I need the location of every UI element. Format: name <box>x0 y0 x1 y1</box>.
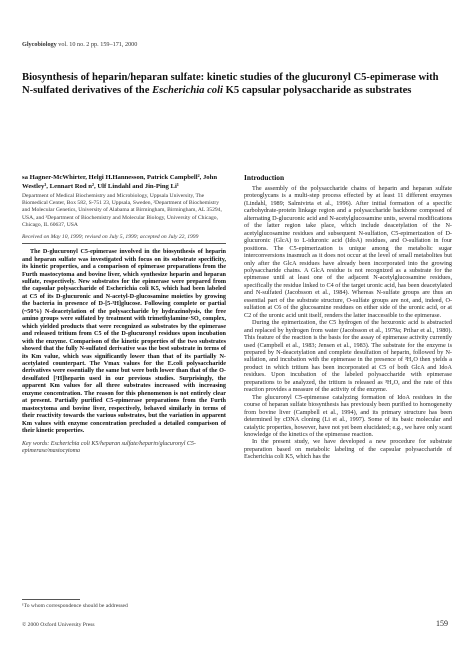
intro-paragraph-4: In the present study, we have developed a new procedure for substrate preparation based on metabolic labeling of the capsular polysaccharide of Escherichia coli K5, which has the <box>244 438 452 461</box>
copyright-notice: © 2000 Oxford University Press <box>22 622 95 628</box>
title-species: Escherichia coli <box>152 85 223 97</box>
introduction-heading: Introduction <box>244 173 285 182</box>
paper-title <box>22 71 452 98</box>
journal-name: Glycobiology <box>22 41 57 48</box>
journal-header <box>22 41 137 48</box>
affiliations: Department of Medical Biochemistry and Microbiology, Uppsala University, The Biomedical Center, Box 582, S-751 23, Uppsala, Sweden, ²Department of Biochemistry and Molecular Genetics, University of Alabama at Birmingham, Birmingham, AL 35294, USA, and ³Department of Biochemistry and Molecular Biology, University of Chicago, Chicago, IL 60637, USA <box>22 193 222 228</box>
correspondence-footnote: ¹To whom correspondence should be addressed <box>22 603 128 609</box>
author-list: sa Hagner-McWhirter, Helgi H.Hannesson, Patrick Campbell², John Westley³, Lennart Rod n², Ulf Lindahl and Jin-Ping Li¹ <box>22 174 218 190</box>
footnote-rule <box>22 599 80 600</box>
intro-paragraph-1: The assembly of the polysaccharide chains of heparin and heparan sulfate proteoglycans is a multi-step process effected by at least 11 different enzymes (Lindahl, 1989; Salmivirta et al., 1996). After initial formation of a specific carbohydrate-protein linkage region and a polysaccharide backbone composed of alternating D-glucuronic acid and N-acetylglucosamine units, several modifications of the latter region take place, which include deacetylation of the N-acetylglucosamine residues and subsequent N-sulfation, C5-epimerization of D-glucuronic (GlcA) to L-iduronic acid (IdoA) residues, and O-sulfation in four positions. The C5-epimerization is unique among the metabolic sugar interconversions inasmuch as it does not occur at the level of small metabolites but only after the GlcA residues have already been incorporated into the growing polysaccharide chains. A GlcA residue is not recognized as a substrate for the epimerase until at least one of the adjacent N-acetylglucosamine residues, specifically the residue linked to C4 of the target uronic acid, has been deacetylated and N-sulfated (Jacobsson et al., 1984). Whereas N-sulfate groups are thus an essential part of the substrate structure, O-sulfate groups are not, and, indeed, O-sulfation at C6 of the glucosamine residues on either side of the uronic acid, or at C2 of the uronic acid unit itself, renders the latter inaccessible to the epimerase. <box>244 185 452 319</box>
left-column <box>22 173 226 455</box>
received-dates: Received on May 10, 1999; revised on July 5, 1999; accepted on July 22, 1999 <box>22 234 199 241</box>
abstract: The D-glucuronyl C5-epimerase involved in the biosynthesis of heparin and heparan sulfate was investigated with focus on its substrate specificity, its kinetic properties, and a comparison of epimerase preparations from the Furth mastocytoma and bovine liver, which synthesize heparin and heparan sulfate, respectively. New substrates for the epimerase were prepared from the capsular polysaccharide of Escherichia coli K5, which had been labeled at C5 of its D-glucuronic and N-acetyl-D-glucosamine moieties by growing the bacteria in presence of D-[5-³H]glucose. Following complete or partial (~50%) N-deacetylation of the polysaccharide by hydrazinolysis, the free amino groups were sulfated by treatment with trimethylamine·SO₃ complex, which yielded products that were recognized as substrates by the epimerase and released tritium from C5 of the D-glucuronyl residues upon incubation with the enzyme. Comparison of the kinetic properties of the two substrates showed that the fully N-sulfated derivative was the best substrate in terms of its Km value, which was significantly lower than that of its partially N-acetylated counterpart. The Vmax values for the E.coli polysaccharide derivatives were essentially the same but were both lower than that of the O-desulfated [³H]heparin used in our previous studies. Surprisingly, the apparent Km values for all three substrates increased with increasing enzyme concentration. The reason for this phenomenon is not entirely clear at present. Partially purified C5-epimerase preparations from the Furth mastocytoma and bovine liver, respectively, behaved similarly in terms of their reactivity towards the various substrates, but the variation in apparent Km values with enzyme concentration precluded a detailed comparison of their kinetic properties. <box>22 248 226 435</box>
abstract-rule <box>22 243 226 244</box>
intro-paragraph-2: During the epimerization, the C5 hydrogen of the hexuronic acid is abstracted and replaced by hydrogen from water (Jacobsson et al., 1979a; Prihar et al., 1980). This feature of the reaction is the basis for the assay of epimerase activity currently used (Campbell et al., 1983; Jensen et al., 1983). The substrate for the enzyme is prepared by N-deacetylation and complete desulfation of heparin, followed by N-sulfation, and incubation with the epimerase in the presence of ³H₂O then yields a product in which tritium has been incorporated at C5 of both GlcA and IdoA residues. Upon incubation of the labeled polysaccharide with epimerase preparations to be analyzed, the tritium is released as ³H₂O, and the rate of this reaction provides a measure of the activity of the enzyme. <box>244 319 452 394</box>
title-part-1: Biosynthesis of heparin/heparan sulfate: kinetic studies of the glucuronyl C5-epimerase with N-sulfated derivatives of the <box>22 72 439 97</box>
title-part-2: K5 capsular polysaccharide as substrates <box>222 85 412 97</box>
page-number: 159 <box>436 619 448 628</box>
intro-paragraph-3: The glucuronyl C5-epimerase catalyzing formation of IdoA residues in the course of heparan sulfate biosynthesis has previously been purified to homogeneity from bovine liver (Campbell et al., 1994), and its primary structure has been determined by cDNA cloning (Li et al., 1997). Some of its basic molecular and catalytic properties, however, have not yet been elucidated; e.g., we have only scant knowledge of the kinetics of the epimerase reaction. <box>244 393 452 438</box>
right-column <box>244 173 452 461</box>
keywords: Key words: Escherichia coli K5/heparan sulfate/heparin/glucuronyl C5-epimerase/mastocytoma <box>22 440 196 454</box>
journal-details: vol. 10 no. 2 pp. 159–171, 2000 <box>56 41 138 48</box>
